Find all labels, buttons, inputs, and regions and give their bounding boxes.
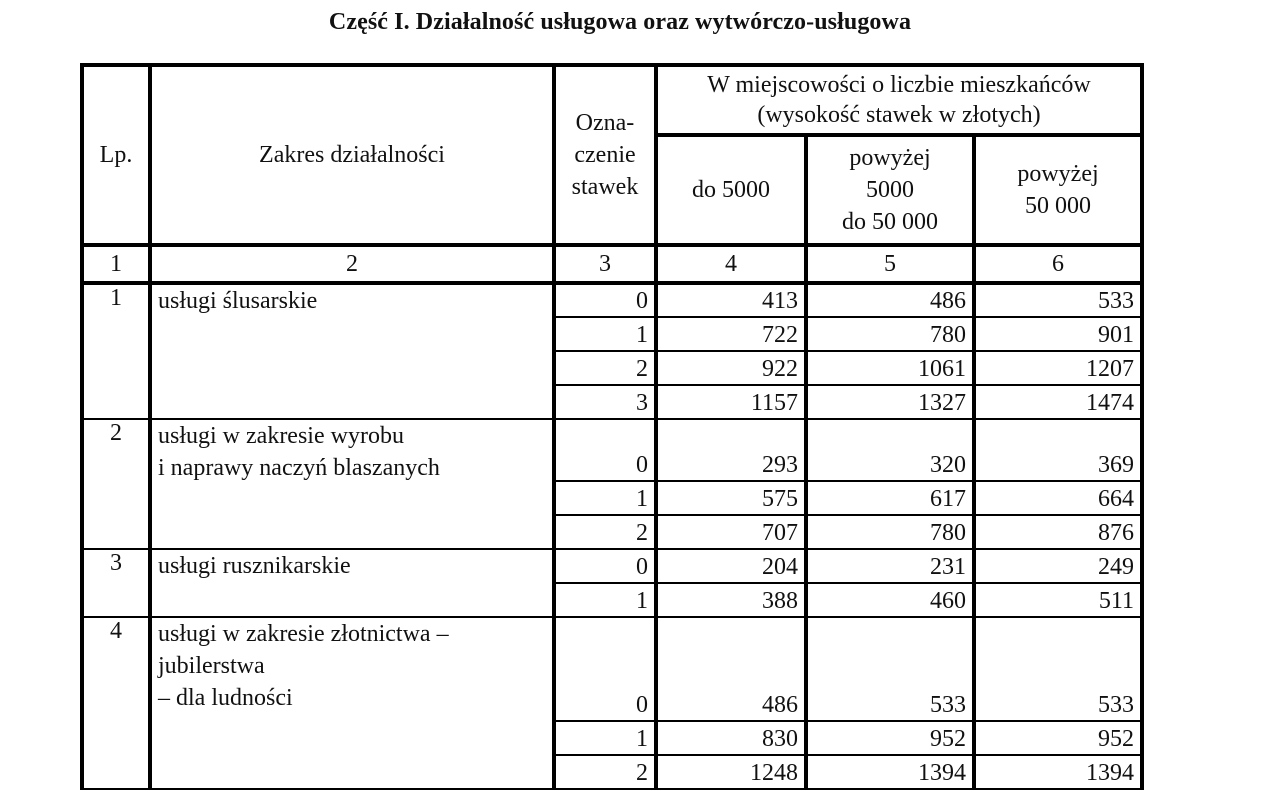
rate-col5: 1327 bbox=[806, 385, 974, 419]
table-row bbox=[82, 549, 1142, 583]
rate-code: 1 bbox=[554, 317, 656, 351]
rate-col4: 293 bbox=[656, 419, 806, 481]
rate-code: 2 bbox=[554, 351, 656, 385]
row-zakres-line: usługi w zakresie wyrobu bbox=[158, 423, 404, 449]
row-zakres-line: i naprawy naczyń blaszanych bbox=[158, 455, 440, 481]
rate-code: 1 bbox=[554, 721, 656, 755]
rate-col4: 1157 bbox=[656, 385, 806, 419]
table-row bbox=[82, 283, 1142, 317]
header-col5 bbox=[806, 135, 974, 245]
rate-col6: 1394 bbox=[974, 755, 1142, 789]
rates-table bbox=[80, 63, 1144, 790]
rate-col6: 1207 bbox=[974, 351, 1142, 385]
row-lp: 3 bbox=[82, 549, 150, 617]
rate-col5: 320 bbox=[806, 419, 974, 481]
column-number: 5 bbox=[806, 245, 974, 283]
row-zakres-line: jubilerstwa bbox=[158, 653, 265, 679]
table-row bbox=[82, 617, 1142, 721]
header-col5-line: do 50 000 bbox=[842, 209, 938, 235]
rate-code: 3 bbox=[554, 385, 656, 419]
rate-code: 0 bbox=[554, 549, 656, 583]
rate-col6: 369 bbox=[974, 419, 1142, 481]
rate-col6: 533 bbox=[974, 283, 1142, 317]
rate-col5: 780 bbox=[806, 317, 974, 351]
header-col5-line: powyżej bbox=[849, 145, 931, 171]
rate-col4: 204 bbox=[656, 549, 806, 583]
row-zakres-line: usługi ślusarskie bbox=[158, 288, 318, 314]
column-number: 3 bbox=[554, 245, 656, 283]
header-group-line: (wysokość stawek w złotych) bbox=[757, 102, 1041, 128]
row-zakres bbox=[150, 549, 554, 617]
rate-code: 0 bbox=[554, 617, 656, 721]
row-lp: 2 bbox=[82, 419, 150, 549]
rate-col6: 249 bbox=[974, 549, 1142, 583]
row-lp: 4 bbox=[82, 617, 150, 789]
rate-col6: 952 bbox=[974, 721, 1142, 755]
header-col6-line: 50 000 bbox=[1025, 193, 1091, 219]
rate-col5: 486 bbox=[806, 283, 974, 317]
row-zakres bbox=[150, 617, 554, 789]
column-number: 6 bbox=[974, 245, 1142, 283]
table-row bbox=[82, 419, 1142, 481]
rate-col6: 901 bbox=[974, 317, 1142, 351]
rate-col4: 575 bbox=[656, 481, 806, 515]
column-number: 4 bbox=[656, 245, 806, 283]
header-col5-line: 5000 bbox=[866, 177, 914, 203]
header-oznaczenie-line: stawek bbox=[571, 174, 639, 200]
page-title: Część I. Działalność usługowa oraz wytwórczo-usługowa bbox=[328, 9, 912, 35]
rate-code: 1 bbox=[554, 481, 656, 515]
rate-col4: 722 bbox=[656, 317, 806, 351]
header-group bbox=[656, 65, 1142, 135]
rate-col5: 231 bbox=[806, 549, 974, 583]
rate-col5: 460 bbox=[806, 583, 974, 617]
rate-code: 2 bbox=[554, 755, 656, 789]
rate-col6: 533 bbox=[974, 617, 1142, 721]
header-lp: Lp. bbox=[82, 65, 150, 245]
row-zakres-line: – dla ludności bbox=[158, 685, 293, 711]
rate-col5: 1061 bbox=[806, 351, 974, 385]
rate-code: 2 bbox=[554, 515, 656, 549]
rate-col4: 1248 bbox=[656, 755, 806, 789]
rate-col4: 707 bbox=[656, 515, 806, 549]
rate-code: 1 bbox=[554, 583, 656, 617]
rate-col6: 664 bbox=[974, 481, 1142, 515]
rate-col4: 388 bbox=[656, 583, 806, 617]
rate-col6: 876 bbox=[974, 515, 1142, 549]
header-col4: do 5000 bbox=[656, 135, 806, 245]
rate-col5: 952 bbox=[806, 721, 974, 755]
header-zakres: Zakres działalności bbox=[150, 65, 554, 245]
column-number: 2 bbox=[150, 245, 554, 283]
rate-col5: 533 bbox=[806, 617, 974, 721]
rate-col4: 830 bbox=[656, 721, 806, 755]
header-oznaczenie-line: czenie bbox=[574, 142, 636, 168]
row-lp: 1 bbox=[82, 283, 150, 419]
rate-col4: 486 bbox=[656, 617, 806, 721]
column-number: 1 bbox=[82, 245, 150, 283]
row-zakres bbox=[150, 419, 554, 549]
row-zakres bbox=[150, 283, 554, 419]
header-col6-line: powyżej bbox=[1017, 161, 1099, 187]
row-zakres-line: usługi rusznikarskie bbox=[158, 553, 351, 579]
rate-code: 0 bbox=[554, 283, 656, 317]
row-zakres-line: usługi w zakresie złotnictwa – bbox=[158, 621, 449, 647]
rate-col4: 413 bbox=[656, 283, 806, 317]
header-oznaczenie-line: Ozna- bbox=[575, 110, 635, 136]
rate-col6: 511 bbox=[974, 583, 1142, 617]
rate-col4: 922 bbox=[656, 351, 806, 385]
rate-col5: 1394 bbox=[806, 755, 974, 789]
header-oznaczenie bbox=[554, 65, 656, 245]
header-col6 bbox=[974, 135, 1142, 245]
rate-col5: 617 bbox=[806, 481, 974, 515]
header-group-line: W miejscowości o liczbie mieszkańców bbox=[707, 72, 1091, 98]
rate-code: 0 bbox=[554, 419, 656, 481]
rate-col5: 780 bbox=[806, 515, 974, 549]
rate-col6: 1474 bbox=[974, 385, 1142, 419]
